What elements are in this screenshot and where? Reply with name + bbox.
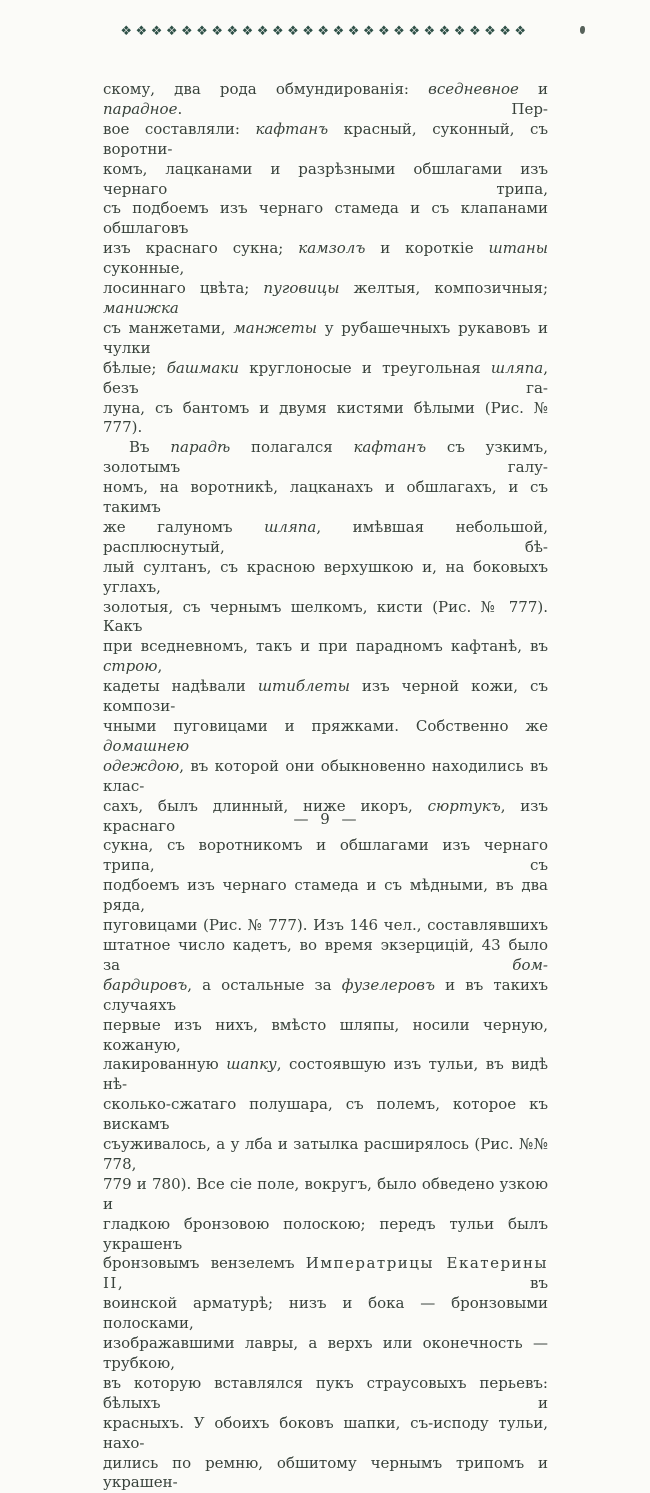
text-segment: желтыя, композичныя;: [339, 279, 548, 298]
text-segment: золотыя, съ чернымъ шелкомъ, кисти (Рис. № 777). Какъ: [103, 597, 548, 636]
text-segment: лосиннаго цвѣта;: [103, 279, 264, 298]
emphasized-term: шапку: [226, 1055, 277, 1074]
text-segment: пуговицами (Рис. № 777). Изъ 146 чел., составлявшихъ: [103, 916, 548, 935]
text-segment: луна, съ бантомъ и двумя кистями бѣлыми (Рис. № 777).: [103, 398, 548, 437]
text-segment: съ манжетами,: [103, 318, 234, 337]
text-segment: , а остальные за: [187, 975, 342, 994]
text-line: [103, 1016, 548, 1056]
text-segment: полагался: [230, 438, 354, 457]
text-line: [103, 478, 548, 518]
text-segment: суконные,: [103, 259, 185, 278]
text-segment: скому, два рода обмундированія:: [103, 80, 429, 98]
emphasized-term: строю: [103, 657, 158, 676]
page-number: — 9 —: [293, 810, 357, 828]
text-segment: красныхъ. У обоихъ боковъ шапки, съ-исподу тульи, нахо-: [103, 1413, 548, 1452]
text-line: [103, 279, 548, 319]
text-line: [103, 1294, 548, 1334]
emphasized-term: шляпа: [264, 517, 317, 536]
text-line: [103, 438, 548, 478]
text-line: [103, 916, 548, 936]
text-segment: у рубашечныхъ рукавовъ и чулки: [103, 318, 548, 357]
emphasized-term: бардировъ: [103, 975, 188, 994]
text-segment: 779 и 780). Все сіе поле, вокругъ, было обведено узкою и: [103, 1174, 548, 1213]
text-segment: кадеты надѣвали: [103, 677, 258, 696]
text-line: [103, 1374, 548, 1414]
text-segment: изображавшими лавры, а верхъ или оконечность — трубкою,: [103, 1334, 548, 1372]
text-line: [103, 936, 548, 976]
text-segment: бронзовымъ вензелемъ: [103, 1254, 306, 1273]
text-segment: . Пер-: [177, 99, 548, 118]
text-segment: и короткіе: [365, 239, 489, 258]
text-line: [103, 1414, 548, 1454]
text-segment: въ которую вставлялся пукъ страусовыхъ перьевъ: бѣлыхъ и: [103, 1373, 548, 1412]
text-segment: , изъ краснаго: [103, 796, 548, 835]
text-line: [103, 399, 548, 439]
text-line: [103, 1334, 548, 1374]
text-segment: изъ черной кожи, съ компози-: [103, 677, 548, 716]
emphasized-term: пуговицы: [263, 279, 340, 298]
text-segment: комъ, лацканами и разрѣзными обшлагами изъ чернаго трипа,: [103, 159, 548, 198]
text-line: [103, 558, 548, 598]
decorative-header-band: ❖❖❖❖❖❖❖❖❖❖❖❖❖❖❖❖❖❖❖❖❖❖❖❖❖❖❖: [120, 24, 530, 39]
text-segment: дились по ремню, обшитому чернымъ трипомъ и украшен-: [103, 1453, 548, 1492]
text-segment: первые изъ нихъ, вмѣсто шляпы, носили черную, кожаную,: [103, 1015, 548, 1054]
text-line: [103, 199, 548, 239]
text-segment: , въ: [117, 1274, 548, 1293]
emphasized-term: вседневное: [428, 80, 519, 98]
text-line: [103, 677, 548, 717]
text-segment: сколько-сжатаго полушара, съ полемъ, которое къ вискамъ: [103, 1095, 548, 1134]
text-block: [103, 80, 548, 1493]
emphasized-term: домашнею: [103, 736, 190, 755]
text-line: [103, 1454, 548, 1493]
text-segment: , безъ га-: [103, 358, 548, 397]
text-line: [103, 359, 548, 399]
emphasized-term: сюртукъ: [427, 796, 501, 815]
text-line: [103, 80, 548, 120]
emphasized-term: камзолъ: [298, 239, 366, 258]
text-segment: круглоносые и треугольная: [239, 358, 491, 377]
text-line: [103, 637, 548, 677]
text-segment: сахъ, былъ длинный, ниже икоръ,: [103, 796, 428, 815]
text-line: [103, 518, 548, 558]
text-segment: , имѣвшая небольшой, расплюснутый, бѣ-: [103, 517, 548, 556]
text-segment: съуживалось, а у лба и затылка расширялось (Рис. №№ 778,: [103, 1135, 548, 1173]
emphasized-term: парадѣ: [170, 438, 231, 457]
text-segment: и въ такихъ случаяхъ: [103, 975, 548, 1014]
text-segment: , состоявшую изъ тульи, въ видѣ нѣ-: [103, 1055, 549, 1094]
emphasized-term: штиблеты: [257, 677, 350, 696]
text-segment: же галуномъ: [103, 517, 265, 536]
text-line: [103, 1175, 548, 1215]
text-line: [103, 120, 548, 160]
text-segment: ,: [157, 657, 163, 676]
text-segment: сукна, съ воротникомъ и обшлагами изъ чернаго трипа, съ: [103, 836, 548, 875]
text-segment: лакированную: [103, 1055, 227, 1074]
text-line: [103, 598, 548, 638]
emphasized-term: манжеты: [233, 318, 317, 337]
text-line: [103, 1095, 548, 1135]
text-segment: съ подбоемъ изъ чернаго стамеда и съ клапанами обшлаговъ: [103, 199, 548, 238]
text-segment: воинской арматурѣ; низъ и бока — бронзовыми полосками,: [103, 1294, 548, 1333]
emphasized-term: манижка: [103, 298, 179, 317]
text-line: [103, 239, 548, 279]
text-segment: Въ: [129, 438, 171, 457]
text-segment: лый султанъ, съ красною верхушкою и, на боковыхъ углахъ,: [103, 557, 548, 596]
text-line: [103, 160, 548, 200]
text-line: [103, 717, 548, 757]
text-segment: при вседневномъ, такъ и при парадномъ кафтанѣ, въ: [103, 637, 548, 656]
text-line: [103, 319, 548, 359]
text-segment: бѣлые;: [103, 358, 167, 377]
emphasized-term: штаны: [488, 239, 548, 258]
emphasized-term: кафтанъ: [255, 119, 329, 138]
text-segment: Императрицы Екатерины II: [103, 1254, 548, 1293]
emphasized-term: фузелеровъ: [341, 975, 436, 994]
text-segment: красный, суконный, съ воротни-: [103, 119, 548, 158]
text-segment: съ узкимъ, золотымъ галу-: [103, 438, 548, 477]
text-line: [103, 976, 548, 1016]
emphasized-term: шляпа: [490, 358, 544, 377]
text-line: [103, 1135, 548, 1175]
emphasized-term: бом-: [512, 955, 548, 974]
text-segment: изъ краснаго сукна;: [103, 239, 299, 258]
text-line: [103, 1055, 548, 1095]
emphasized-term: парадное: [103, 99, 178, 118]
text-segment: штатное число кадетъ, во время экзерцицій, 43 было за: [103, 935, 548, 974]
text-segment: гладкою бронзовою полоскою; передъ тульи былъ украшенъ: [103, 1214, 548, 1253]
emphasized-term: башмаки: [166, 358, 239, 377]
emphasized-term: одеждою: [103, 756, 180, 775]
text-line: [103, 1215, 548, 1255]
text-line: [103, 757, 548, 797]
text-segment: и: [518, 80, 549, 98]
text-segment: подбоемъ изъ чернаго стамеда и съ мѣдными, въ два ряда,: [103, 876, 548, 915]
text-segment: номъ, на воротникѣ, лацканахъ и обшлагахъ, и съ такимъ: [103, 478, 548, 517]
text-segment: , въ которой они обыкновенно находились въ клас-: [103, 756, 548, 795]
text-segment: чными пуговицами и пряжками. Собственно же: [103, 717, 548, 735]
text-line: [103, 876, 548, 916]
emphasized-term: кафтанъ: [353, 438, 427, 457]
text-line: [103, 836, 548, 876]
text-segment: вое составляли:: [103, 119, 256, 138]
text-line: [103, 1254, 548, 1294]
